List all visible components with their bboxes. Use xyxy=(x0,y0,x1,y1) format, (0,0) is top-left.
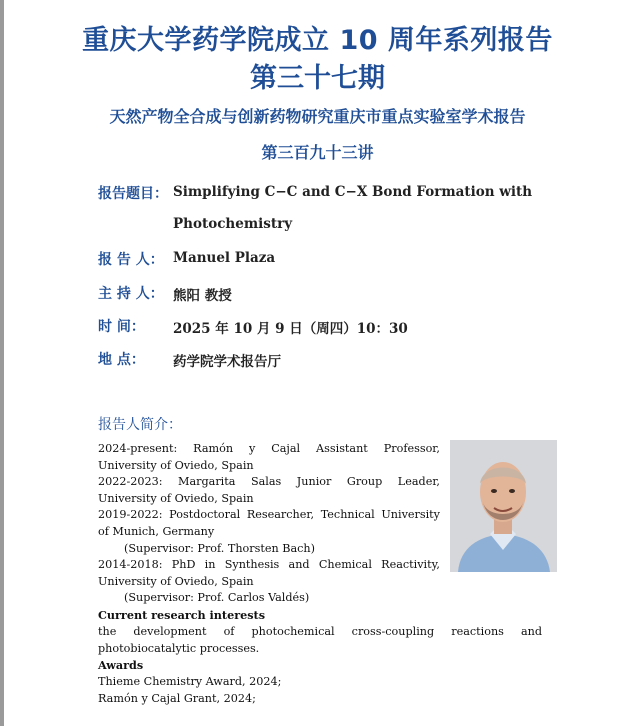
bio-entry-3: 2019-2022: Postdoctoral Researcher, Technical University of Munich, Germany xyxy=(98,508,440,538)
speaker-label: 报 告 人： xyxy=(98,252,164,268)
place-value: 药学院学术报告厅 xyxy=(173,354,281,370)
topic-label: 报告题目： xyxy=(98,186,168,202)
host-name: 熊阳 教授 xyxy=(173,288,232,304)
time-value: 2025 年 10 月 9 日（周四）10：30 xyxy=(173,321,408,337)
topic-line-2: Photochemistry xyxy=(173,216,293,232)
award-2: Ramón y Cajal Grant, 2024; xyxy=(98,692,256,705)
time-label: 时 间： xyxy=(98,319,145,335)
bio-entry-4: 2014-2018: PhD in Synthesis and Chemical Reactivity, University of Oviedo, Spain xyxy=(98,558,440,588)
place-label: 地 点： xyxy=(98,352,145,368)
topic-line-1: Simplifying C−C and C−X Bond Formation with xyxy=(173,184,533,200)
bio-heading: 报告人简介： xyxy=(98,417,182,433)
bio-entry-3-supervisor: (Supervisor: Prof. Thorsten Bach) xyxy=(124,542,315,555)
host-label: 主 持 人： xyxy=(98,286,164,302)
interests-text: the development of photochemical cross-coupling reactions and photobiocatalytic processes. xyxy=(98,625,542,655)
speaker-name: Manuel Plaza xyxy=(173,250,276,266)
awards-heading: Awards xyxy=(98,658,144,672)
award-1: Thieme Chemistry Award, 2024; xyxy=(98,675,282,688)
lecture-number: 第三百九十三讲 xyxy=(261,143,374,162)
lab-subtitle: 天然产物全合成与创新药物研究重庆市重点实验室学术报告 xyxy=(109,107,526,126)
interests-heading: Current research interests xyxy=(98,608,265,622)
bio-entry-1: 2024-present: Ramón y Cajal Assistant Professor, University of Oviedo, Spain xyxy=(98,442,440,472)
series-title: 重庆大学药学院成立 10 周年系列报告 xyxy=(82,25,553,56)
issue-number: 第三十七期 xyxy=(250,63,385,94)
bio-entry-4-supervisor: (Supervisor: Prof. Carlos Valdés) xyxy=(124,591,310,604)
bio-entry-2: 2022-2023: Margarita Salas Junior Group Leader, University of Oviedo, Spain xyxy=(98,475,440,505)
speaker-photo xyxy=(450,440,557,572)
